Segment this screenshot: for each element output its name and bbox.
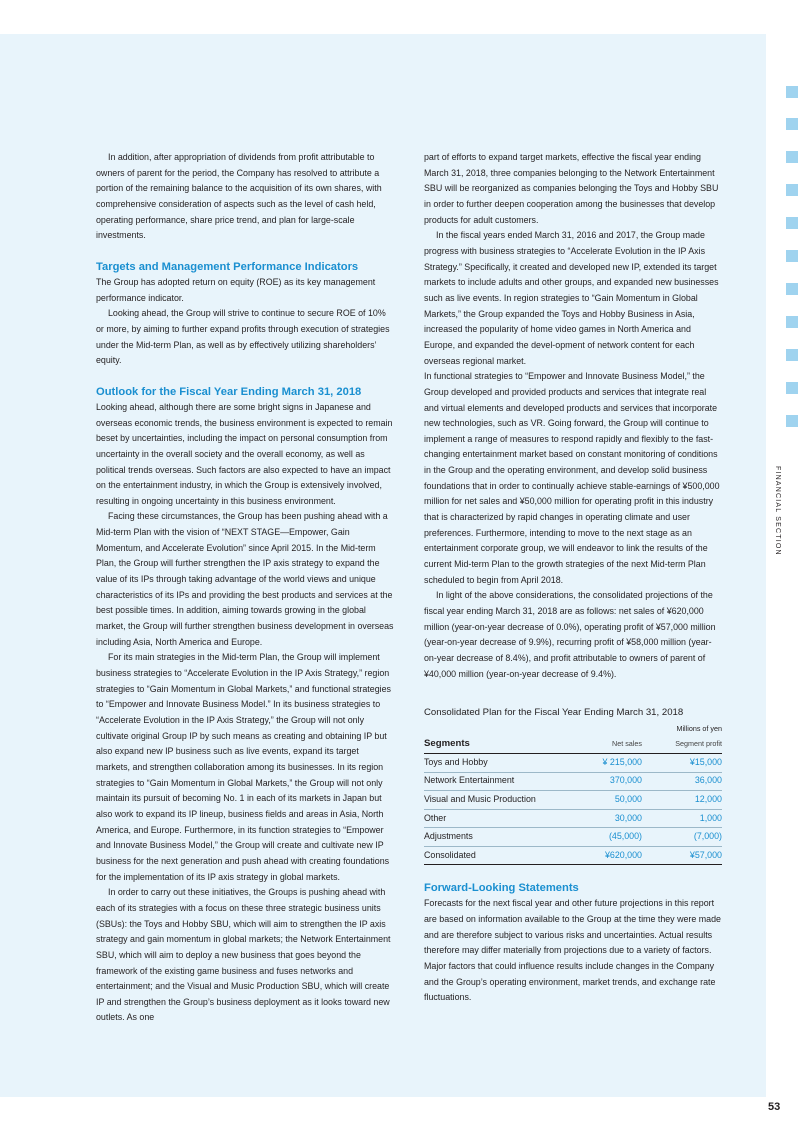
header-segment-profit: Segment profit — [648, 735, 722, 753]
body-paragraph: In functional strategies to “Empower and Innovate Business Model,” the Group developed and provided products and services that integrate real and virtual elements and developed products and services that incorporate new technologies, such as VR. Going forward, the Group will continue to implement a range of measures to respond rapidly and flexibly to the fast-changing entertainment market based on constant monitoring of conditions in the Group and the operating environment, and develop solid business foundations that in order to continually achieve stable-earnings of ¥500,000 million for net sales and ¥50,000 million for operating profit in this industry that is characterized by rapid changes in operating climate and user preferences. Furthermore, intending to move to the next stage as an entertainment corporate group, we will endeavor to link the results of the current Mid-term Plan to the growth strategies of the next Mid-term Plan scheduled to begin from April 2018. — [424, 371, 720, 585]
segment-name: Consolidated — [424, 846, 574, 865]
outlook-paragraph: Facing these circumstances, the Group has been pushing ahead with a Mid-term Plan with the vision of “NEXT STAGE—Empower, Gain Momentum, and Accelerate Evolution” since April 2015. In the Mid-term Plan, the Group will further strengthen the IP axis strategy to expand the value of its IPs through taking advantage of the world views and unique characteristics of its IPs and providing the best products and services at the best possible times. In addition, aiming towards growing in the global market, the Group will further strengthen business development in overseas including Asia, North America and Europe. — [96, 511, 394, 647]
section-tab-marker[interactable] — [786, 250, 798, 262]
segment-profit-value: 1,000 — [648, 809, 722, 828]
table-row — [424, 791, 722, 810]
segment-profit-value: ¥57,000 — [648, 846, 722, 865]
left-column — [96, 150, 394, 1026]
segment-name: Visual and Music Production — [424, 791, 574, 810]
header-segments: Segments — [424, 735, 574, 753]
targets-paragraph: Looking ahead, the Group will strive to continue to secure ROE of 10% or more, by aiming to further expand profits through execution of strategies under the Mid-term Plan, as well as by effectively utilizing shareholders’ equity. — [96, 308, 390, 366]
segment-name: Adjustments — [424, 828, 574, 847]
net-sales-value: ¥ 215,000 — [574, 753, 648, 772]
table-row — [424, 828, 722, 847]
net-sales-value: 370,000 — [574, 772, 648, 791]
forward-looking-paragraph: Forecasts for the next fiscal year and other future projections in this report are based on information available to the Group at the time they were made and are therefore subject to various risks and uncertainties. Actual results therefore may differ materially from projections due to a variety of factors. Major factors that could influence results include changes in the Company and the Group’s operating environment, market trends, and exchange rate fluctuations. — [424, 898, 721, 1003]
outlook-paragraph: For its main strategies in the Mid-term Plan, the Group will implement business strategies to “Accelerate Evolution in the IP Axis Strategy,” region strategies to “Gain Momentum in Global Markets,” and functional strategies to “Empower and Innovate Business Model.” In its business strategies to “Accelerate Evolution in the IP Axis Strategy,” the Group will not only cultivate original Group IP by such means as creating and obtaining IP but also expand new IP business such as live events, expand its target markets, and strengthen collaboration among its businesses. In its region strategies to “Gain Momentum in Global Markets,” the Group will not only maintain its pursuit of becoming No. 1 in each of its markets in Japan but also work to expand its IP lineup, business fields and areas in Asia, North America, and Europe. Furthermore, in its function strategies to “Empower and Innovate Business Model,” the Group will create and cultivate new IP business for the next generation and push ahead with creating foundations for the implementation of its IP axis strategy in global markets. — [96, 652, 391, 882]
net-sales-value: ¥620,000 — [574, 846, 648, 865]
projections-paragraph: In light of the above considerations, the consolidated projections of the fiscal year ending March 31, 2018 are as follows: net sales of ¥620,000 million (year-on-year decrease of 0.0%), operating profit of ¥57,000 million (year-on-year decrease of 9.9%), recurring profit of ¥58,000 million (year-on-year decrease of 8.4%), and profit attributable to owners of parent of ¥40,000 million (year-on-year decrease of 9.4%). — [424, 590, 716, 679]
outlook-heading: Outlook for the Fiscal Year Ending March 31, 2018 — [96, 385, 362, 398]
segment-profit-value: (7,000) — [648, 828, 722, 847]
segment-name: Other — [424, 809, 574, 828]
table-header-row — [424, 735, 722, 753]
targets-paragraph: The Group has adopted return on equity (ROE) as its key management performance indicator. — [96, 276, 376, 303]
right-column — [424, 150, 722, 1006]
table-title: Consolidated Plan for the Fiscal Year Ending March 31, 2018 — [424, 707, 684, 719]
header-net-sales: Net sales — [574, 735, 648, 753]
section-tab-marker[interactable] — [786, 184, 798, 196]
consolidated-plan-table — [424, 735, 722, 865]
body-paragraph: part of efforts to expand target markets, effective the fiscal year ending March 31, 2018, three companies belonging to the Network Entertainment SBU will be reorganized as companies belonging the Toys and Hobby SBU in order to further deepen cooperation among the businesses that develop products for adult customers. — [424, 152, 719, 225]
net-sales-value: 50,000 — [574, 791, 648, 810]
table-row — [424, 772, 722, 791]
targets-heading: Targets and Management Performance Indicators — [96, 260, 359, 273]
section-tab-marker[interactable] — [786, 217, 798, 229]
table-unit: Millions of yen — [676, 724, 722, 734]
section-tab-marker[interactable] — [786, 86, 798, 98]
segment-profit-value: 36,000 — [648, 772, 722, 791]
body-paragraph: In the fiscal years ended March 31, 2016 and 2017, the Group made progress with business strategies to “Accelerate Evolution in the IP Axis Strategy.” Specifically, it created and developed new IP, extended its target markets to include adults and other groups, and expanded new businesses such as live events. In region strategies to “Gain Momentum in Global Markets,” the Group expanded the Toys and Hobby Business in Asia, increased the popularity of home video games in North America and Europe, and expanded the devel-opment of network content for each overseas regional market. — [424, 230, 719, 366]
page-number: 53 — [768, 1101, 781, 1113]
intro-paragraph: In addition, after appropriation of dividends from profit attributable to owners of parent for the period, the Company has resolved to attribute a portion of the remaining balance to the acquisition of its own shares, with comprehensive consideration of aspects such as the level of cash held, operating performance, share price trend, and plan for large-scale investments. — [96, 152, 382, 241]
segment-name: Toys and Hobby — [424, 753, 574, 772]
section-tab-marker[interactable] — [786, 283, 798, 295]
section-label: FINANCIAL SECTION — [774, 466, 781, 556]
table-row — [424, 753, 722, 772]
segment-profit-value: 12,000 — [648, 791, 722, 810]
segment-profit-value: ¥15,000 — [648, 753, 722, 772]
section-tab-marker[interactable] — [786, 316, 798, 328]
section-tab-marker[interactable] — [786, 415, 798, 427]
section-tab-marker[interactable] — [786, 151, 798, 163]
section-tab-marker[interactable] — [786, 382, 798, 394]
section-tab-marker[interactable] — [786, 118, 798, 130]
section-tab-marker[interactable] — [786, 349, 798, 361]
outlook-paragraph: In order to carry out these initiatives, the Groups is pushing ahead with each of its strategies with a focus on these three strategic business units (SBUs): the Toys and Hobby SBU, which will aim to strengthen the IP axis strategy and gain momentum in global markets; the Network Entertainment SBU, which will aim to deploy a new business that goes beyond the framework of the existing game business and fuses networks and entertainment; and the Visual and Music Production SBU, which will create IP and strengthen the Group’s business deployment as it looks toward new outlets. As one — [96, 887, 391, 1023]
net-sales-value: 30,000 — [574, 809, 648, 828]
table-row — [424, 846, 722, 865]
table-row — [424, 809, 722, 828]
outlook-paragraph: Looking ahead, although there are some bright signs in Japanese and overseas economic trends, the business environment is expected to remain beset by uncertainties, including the impact on personal consumption from uncertainty in the overall society and the overall economy, as well as political trends overseas. Such factors are also expected to have an impact on the entertainment industry, in which the Group is extensively involved, resulting in ongoing uncertainty in this business environment. — [96, 401, 393, 506]
forward-looking-heading: Forward-Looking Statements — [424, 882, 579, 895]
segment-name: Network Entertainment — [424, 772, 574, 791]
net-sales-value: (45,000) — [574, 828, 648, 847]
